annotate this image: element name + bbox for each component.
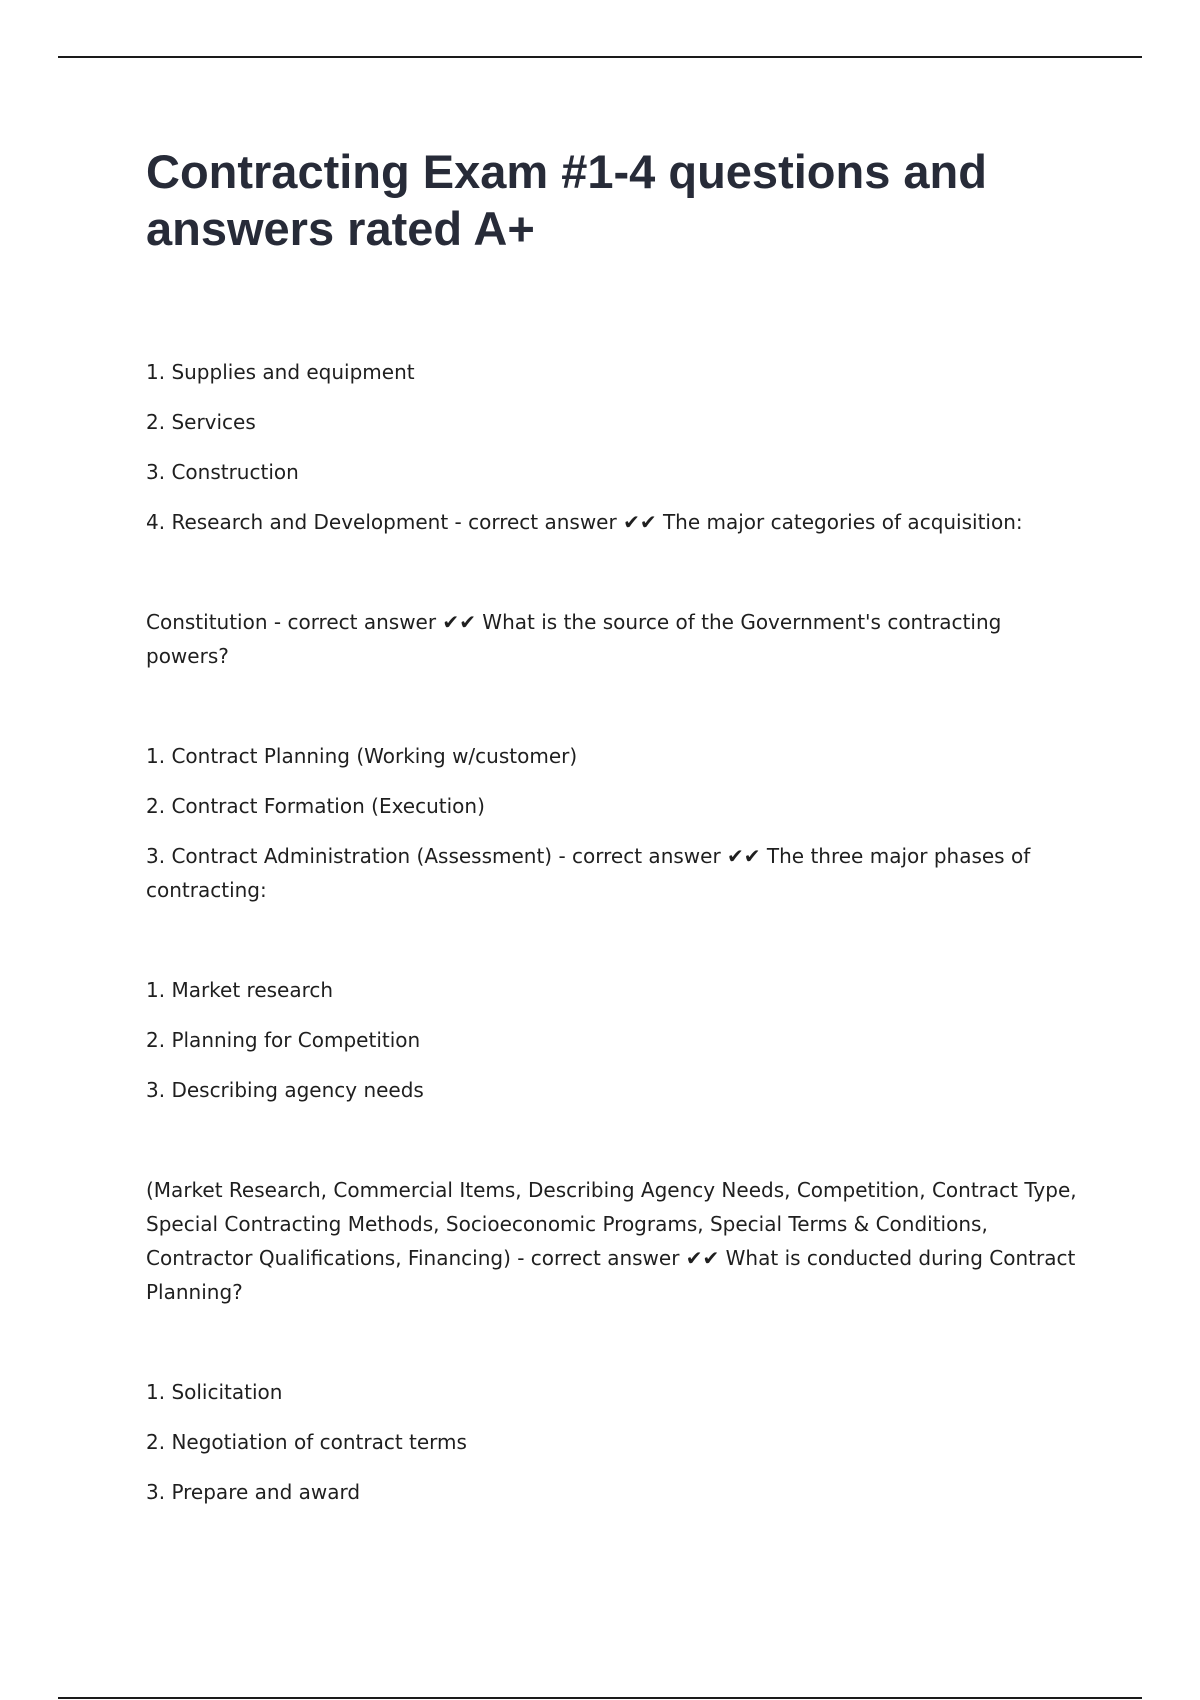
list-item: 2. Planning for Competition (146, 1028, 421, 1052)
list-item: 3. Construction (146, 460, 299, 484)
qa-block-formation-steps (146, 1375, 1086, 1509)
qa-block-contracting-phases (146, 739, 1086, 907)
list-item: 1. Supplies and equipment (146, 360, 415, 384)
qa-block-planning-steps (146, 973, 1086, 1107)
bottom-rule (58, 1697, 1142, 1699)
list-item: 1. Market research (146, 978, 334, 1002)
list-item: 3. Describing agency needs (146, 1078, 424, 1102)
list-item: 3. Prepare and award (146, 1480, 361, 1504)
page-title: Contracting Exam #1-4 questions and answers rated A+ (146, 145, 987, 255)
qa-block-acquisition-categories (146, 355, 1086, 539)
qa-block-contract-planning (146, 1173, 1086, 1309)
list-item: 1. Contract Planning (Working w/customer) (146, 744, 578, 768)
list-item-answer: 3. Contract Administration (Assessment) - correct answer ✔✔ The three major phases of contracting: (146, 844, 1031, 902)
list-item: 2. Contract Formation (Execution) (146, 794, 485, 818)
list-item: 2. Negotiation of contract terms (146, 1430, 467, 1454)
document-body (146, 355, 1086, 1525)
qa-block-contracting-powers (146, 605, 1086, 673)
top-rule (58, 56, 1142, 58)
list-item-answer: 4. Research and Development - correct answer ✔✔ The major categories of acquisition: (146, 510, 1023, 534)
answer-paragraph: Constitution - correct answer ✔✔ What is the source of the Government's contracting powers? (146, 610, 1002, 668)
answer-paragraph: (Market Research, Commercial Items, Describing Agency Needs, Competition, Contract Type, Special Contracting Methods, Socioeconomic Programs, Special Terms & Conditions, Contractor Qualifications, Financing) - correct answer ✔✔ What is conducted during Contract Planning? (146, 1178, 1077, 1304)
list-item: 2. Services (146, 410, 256, 434)
list-item: 1. Solicitation (146, 1380, 283, 1404)
